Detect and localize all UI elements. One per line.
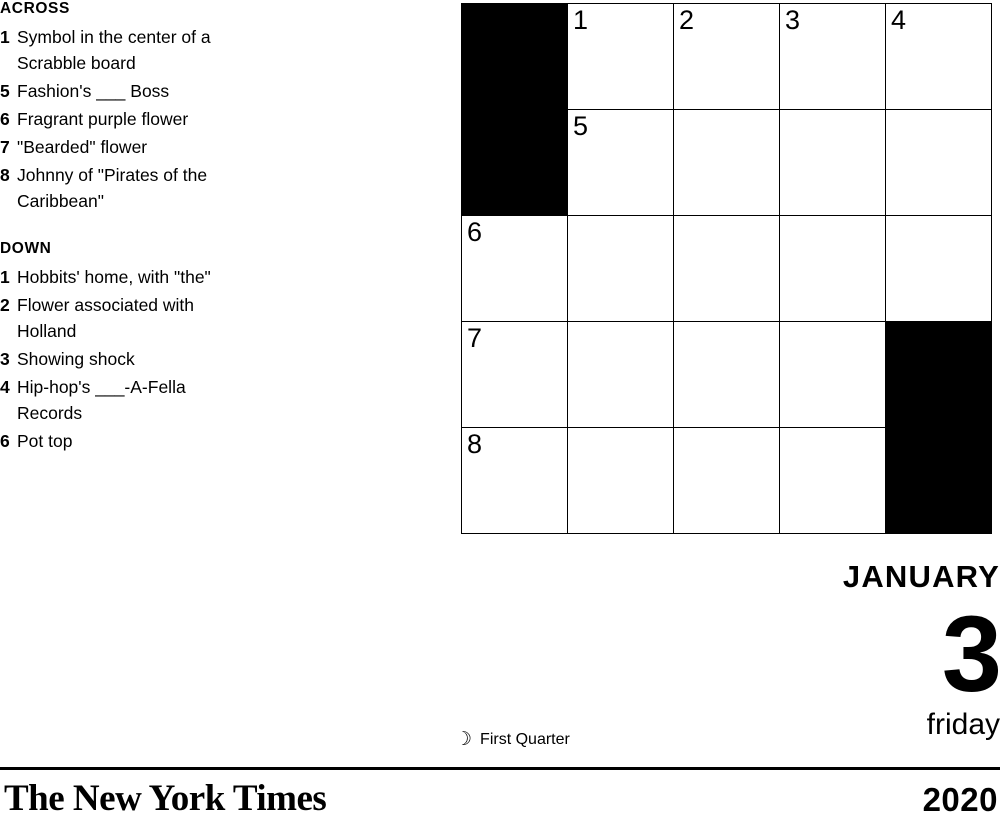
grid-cell-number: 7 xyxy=(467,323,483,353)
grid-cell[interactable] xyxy=(780,4,886,110)
footer-divider xyxy=(0,767,1000,770)
year-label: 2020 xyxy=(922,781,998,818)
grid-cell-number: 6 xyxy=(467,217,483,247)
clues-panel xyxy=(0,0,430,456)
across-clue-list xyxy=(0,24,430,214)
list-item xyxy=(0,292,430,344)
list-item xyxy=(0,134,430,160)
clue-number: 1 xyxy=(0,267,10,287)
moon-phase xyxy=(455,730,570,749)
grid-cell[interactable] xyxy=(462,428,568,534)
grid-cell[interactable] xyxy=(568,216,674,322)
clue-text: Pot top xyxy=(17,431,73,451)
grid-cell-number: 8 xyxy=(467,429,483,459)
list-item xyxy=(0,264,430,290)
list-item xyxy=(0,346,430,372)
clue-number: 2 xyxy=(0,295,10,315)
grid-cell[interactable] xyxy=(780,110,886,216)
list-item xyxy=(0,162,430,214)
clue-text: Flower associated with Holland xyxy=(17,295,195,341)
clue-text: Hip-hop's ___-A-Fella Records xyxy=(17,377,186,423)
first-quarter-moon-icon: ☽ xyxy=(455,729,473,750)
grid-cell[interactable] xyxy=(674,322,780,428)
grid-cell[interactable] xyxy=(568,322,674,428)
grid-cell[interactable] xyxy=(886,4,992,110)
grid-cell-number: 3 xyxy=(785,5,801,35)
list-item xyxy=(0,428,430,454)
clue-text: "Bearded" flower xyxy=(17,137,148,157)
table-row xyxy=(462,428,992,534)
clue-number: 6 xyxy=(0,109,10,129)
grid-cell[interactable] xyxy=(674,4,780,110)
list-item xyxy=(0,24,430,76)
list-item xyxy=(0,78,430,104)
table-row xyxy=(462,110,992,216)
grid-cell-block xyxy=(886,428,992,534)
date-block xyxy=(580,560,1000,742)
clue-text: Johnny of "Pirates of the Caribbean" xyxy=(17,165,208,211)
table-row xyxy=(462,216,992,322)
month-label: JANUARY xyxy=(842,559,1000,594)
grid-cell-number: 5 xyxy=(573,111,589,141)
grid-cell-block xyxy=(886,322,992,428)
list-item xyxy=(0,374,430,426)
grid-cell-number: 2 xyxy=(679,5,695,35)
grid-cell[interactable] xyxy=(780,322,886,428)
grid-cell[interactable] xyxy=(674,428,780,534)
grid-cell[interactable] xyxy=(780,428,886,534)
grid-cell-number: 4 xyxy=(891,5,907,35)
grid-cell-number: 1 xyxy=(573,5,589,35)
grid-cell[interactable] xyxy=(886,110,992,216)
clue-number: 7 xyxy=(0,137,10,157)
list-item xyxy=(0,106,430,132)
grid-cell[interactable] xyxy=(568,428,674,534)
clue-number: 1 xyxy=(0,27,10,47)
grid-cell-block xyxy=(462,110,568,216)
grid-cell[interactable] xyxy=(568,110,674,216)
clue-number: 6 xyxy=(0,431,10,451)
moon-phase-label: First Quarter xyxy=(480,730,570,748)
down-clue-list xyxy=(0,264,430,454)
grid-cell[interactable] xyxy=(462,322,568,428)
across-heading: ACROSS xyxy=(0,0,70,17)
clue-number: 4 xyxy=(0,377,10,397)
clue-text: Fashion's ___ Boss xyxy=(17,81,170,101)
grid-cell[interactable] xyxy=(886,216,992,322)
clue-text: Symbol in the center of a Scrabble board xyxy=(17,27,211,73)
clue-number: 3 xyxy=(0,349,10,369)
clue-number: 8 xyxy=(0,165,10,185)
clue-text: Showing shock xyxy=(17,349,135,369)
weekday-label: friday xyxy=(926,708,1000,741)
grid-cell-block xyxy=(462,4,568,110)
down-heading: DOWN xyxy=(0,240,52,257)
grid-cell[interactable] xyxy=(568,4,674,110)
grid-cell[interactable] xyxy=(780,216,886,322)
clue-text: Fragrant purple flower xyxy=(17,109,189,129)
table-row xyxy=(462,322,992,428)
nyt-masthead: The New York Times xyxy=(4,778,327,819)
day-number: 3 xyxy=(941,593,1000,714)
crossword-grid[interactable] xyxy=(461,3,992,534)
table-row xyxy=(462,4,992,110)
crossword-grid-body xyxy=(462,4,992,534)
grid-cell[interactable] xyxy=(674,216,780,322)
grid-cell[interactable] xyxy=(674,110,780,216)
clue-text: Hobbits' home, with "the" xyxy=(17,267,211,287)
clue-number: 5 xyxy=(0,81,10,101)
grid-cell[interactable] xyxy=(462,216,568,322)
